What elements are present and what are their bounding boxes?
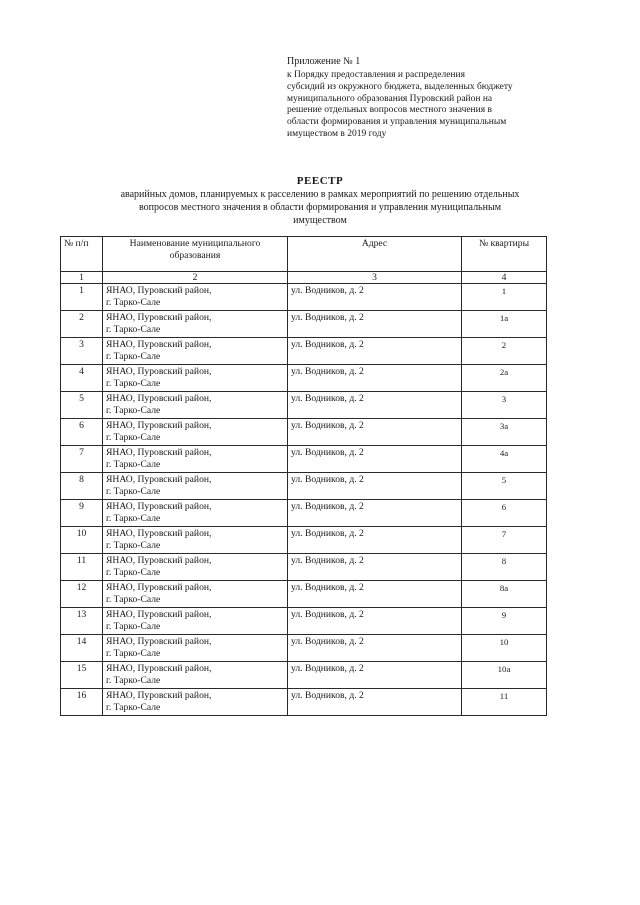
row-municipality-line1: ЯНАО, Пуровский район, (106, 366, 212, 377)
row-municipality-line2: г. Тарко-Сале (106, 675, 161, 686)
row-number: 14 (61, 635, 103, 662)
row-apartment: 2а (462, 365, 547, 392)
row-municipality-line2: г. Тарко-Сале (106, 540, 161, 551)
table-row (61, 689, 547, 716)
table-row (61, 311, 547, 338)
row-number: 5 (61, 392, 103, 419)
row-number: 4 (61, 365, 103, 392)
row-municipality (103, 635, 288, 662)
row-address: ул. Водников, д. 2 (288, 365, 462, 392)
row-apartment: 7 (462, 527, 547, 554)
row-municipality (103, 554, 288, 581)
appendix-line: области формирования и управления муниципальным (287, 117, 507, 128)
row-apartment: 9 (462, 608, 547, 635)
row-municipality (103, 365, 288, 392)
row-municipality (103, 311, 288, 338)
row-apartment: 1а (462, 311, 547, 338)
table-row (61, 527, 547, 554)
row-municipality-line1: ЯНАО, Пуровский район, (106, 663, 212, 674)
header-municipality-line2: образования (169, 250, 221, 261)
row-apartment: 8 (462, 554, 547, 581)
row-address: ул. Водников, д. 2 (288, 662, 462, 689)
row-municipality-line2: г. Тарко-Сале (106, 405, 161, 416)
row-address: ул. Водников, д. 2 (288, 446, 462, 473)
table-row (61, 392, 547, 419)
row-apartment: 4а (462, 446, 547, 473)
row-municipality-line2: г. Тарко-Сале (106, 513, 161, 524)
row-apartment: 3а (462, 419, 547, 446)
table-header-row (61, 237, 547, 272)
table-row (61, 554, 547, 581)
table-row (61, 635, 547, 662)
row-municipality-line1: ЯНАО, Пуровский район, (106, 312, 212, 323)
row-municipality-line2: г. Тарко-Сале (106, 378, 161, 389)
row-municipality-line1: ЯНАО, Пуровский район, (106, 636, 212, 647)
row-municipality-line1: ЯНАО, Пуровский район, (106, 582, 212, 593)
header-municipality (103, 237, 288, 272)
appendix-line: имуществом в 2019 году (287, 128, 387, 139)
row-municipality (103, 581, 288, 608)
row-number: 8 (61, 473, 103, 500)
row-municipality-line1: ЯНАО, Пуровский район, (106, 447, 212, 458)
row-municipality-line1: ЯНАО, Пуровский район, (106, 528, 212, 539)
column-index-cell: 3 (288, 272, 462, 284)
row-municipality (103, 338, 288, 365)
appendix-title: Приложение № 1 (287, 56, 361, 67)
row-address: ул. Водников, д. 2 (288, 608, 462, 635)
table-row (61, 365, 547, 392)
row-address: ул. Водников, д. 2 (288, 419, 462, 446)
column-index-cell: 2 (103, 272, 288, 284)
table-row (61, 581, 547, 608)
header-address: Адрес (288, 237, 462, 272)
column-index-row (61, 272, 547, 284)
registry-subtitle-line: аварийных домов, планируемых к расселению в рамках мероприятий по решению отдельных (120, 189, 520, 200)
header-num: № п/п (61, 237, 103, 272)
row-number: 9 (61, 500, 103, 527)
header-municipality-line1: Наименование муниципального (129, 238, 261, 249)
row-municipality (103, 500, 288, 527)
registry-title: РЕЕСТР (296, 175, 344, 187)
column-index-cell: 4 (462, 272, 547, 284)
row-address: ул. Водников, д. 2 (288, 338, 462, 365)
row-apartment: 3 (462, 392, 547, 419)
row-number: 11 (61, 554, 103, 581)
table-row (61, 446, 547, 473)
registry-subtitle-line: имуществом (293, 215, 347, 226)
row-number: 13 (61, 608, 103, 635)
row-municipality-line2: г. Тарко-Сале (106, 324, 161, 335)
row-municipality (103, 284, 288, 311)
row-municipality (103, 527, 288, 554)
row-apartment: 8а (462, 581, 547, 608)
row-number: 16 (61, 689, 103, 716)
appendix-line: муниципального образования Пуровский район на (287, 93, 493, 104)
row-municipality-line2: г. Тарко-Сале (106, 567, 161, 578)
column-index-cell: 1 (61, 272, 103, 284)
row-municipality (103, 608, 288, 635)
row-municipality-line1: ЯНАО, Пуровский район, (106, 420, 212, 431)
registry-table (60, 236, 547, 716)
appendix-line: субсидий из окружного бюджета, выделенных бюджету (287, 81, 513, 92)
row-apartment: 11 (462, 689, 547, 716)
row-apartment: 10а (462, 662, 547, 689)
row-municipality-line2: г. Тарко-Сале (106, 297, 161, 308)
row-municipality-line1: ЯНАО, Пуровский район, (106, 555, 212, 566)
row-municipality-line2: г. Тарко-Сале (106, 432, 161, 443)
row-address: ул. Водников, д. 2 (288, 473, 462, 500)
row-municipality-line2: г. Тарко-Сале (106, 486, 161, 497)
row-municipality (103, 473, 288, 500)
row-municipality-line1: ЯНАО, Пуровский район, (106, 339, 212, 350)
row-municipality-line1: ЯНАО, Пуровский район, (106, 285, 212, 296)
appendix-text (287, 70, 527, 141)
row-address: ул. Водников, д. 2 (288, 527, 462, 554)
row-municipality-line1: ЯНАО, Пуровский район, (106, 393, 212, 404)
row-municipality-line1: ЯНАО, Пуровский район, (106, 474, 212, 485)
table-row (61, 338, 547, 365)
row-municipality-line2: г. Тарко-Сале (106, 594, 161, 605)
row-number: 12 (61, 581, 103, 608)
header-apartment: № квартиры (462, 237, 547, 272)
row-address: ул. Водников, д. 2 (288, 581, 462, 608)
table-row (61, 500, 547, 527)
row-municipality (103, 662, 288, 689)
row-number: 1 (61, 284, 103, 311)
row-number: 7 (61, 446, 103, 473)
row-municipality (103, 689, 288, 716)
row-municipality-line2: г. Тарко-Сале (106, 702, 161, 713)
row-apartment: 1 (462, 284, 547, 311)
row-municipality-line2: г. Тарко-Сале (106, 351, 161, 362)
row-number: 15 (61, 662, 103, 689)
row-municipality (103, 446, 288, 473)
table-row (61, 473, 547, 500)
row-address: ул. Водников, д. 2 (288, 392, 462, 419)
row-number: 10 (61, 527, 103, 554)
row-municipality-line2: г. Тарко-Сале (106, 621, 161, 632)
row-municipality-line1: ЯНАО, Пуровский район, (106, 690, 212, 701)
row-number: 3 (61, 338, 103, 365)
row-municipality-line1: ЯНАО, Пуровский район, (106, 609, 212, 620)
row-apartment: 10 (462, 635, 547, 662)
appendix-line: к Порядку предоставления и распределения (287, 70, 465, 80)
table-row (61, 419, 547, 446)
row-municipality-line2: г. Тарко-Сале (106, 648, 161, 659)
row-municipality (103, 419, 288, 446)
appendix-line: решение отдельных вопросов местного значения в (287, 105, 492, 116)
row-apartment: 5 (462, 473, 547, 500)
table-row (61, 662, 547, 689)
row-number: 2 (61, 311, 103, 338)
row-municipality-line1: ЯНАО, Пуровский район, (106, 501, 212, 512)
row-address: ул. Водников, д. 2 (288, 689, 462, 716)
row-municipality-line2: г. Тарко-Сале (106, 459, 161, 470)
row-address: ул. Водников, д. 2 (288, 635, 462, 662)
row-number: 6 (61, 419, 103, 446)
registry-subtitle (70, 188, 570, 227)
row-municipality (103, 392, 288, 419)
table-row (61, 608, 547, 635)
row-address: ул. Водников, д. 2 (288, 284, 462, 311)
row-address: ул. Водников, д. 2 (288, 311, 462, 338)
row-apartment: 6 (462, 500, 547, 527)
registry-subtitle-line: вопросов местного значения в области формирования и управления муниципальным (138, 202, 502, 213)
row-address: ул. Водников, д. 2 (288, 554, 462, 581)
table-row (61, 284, 547, 311)
row-address: ул. Водников, д. 2 (288, 500, 462, 527)
row-apartment: 2 (462, 338, 547, 365)
